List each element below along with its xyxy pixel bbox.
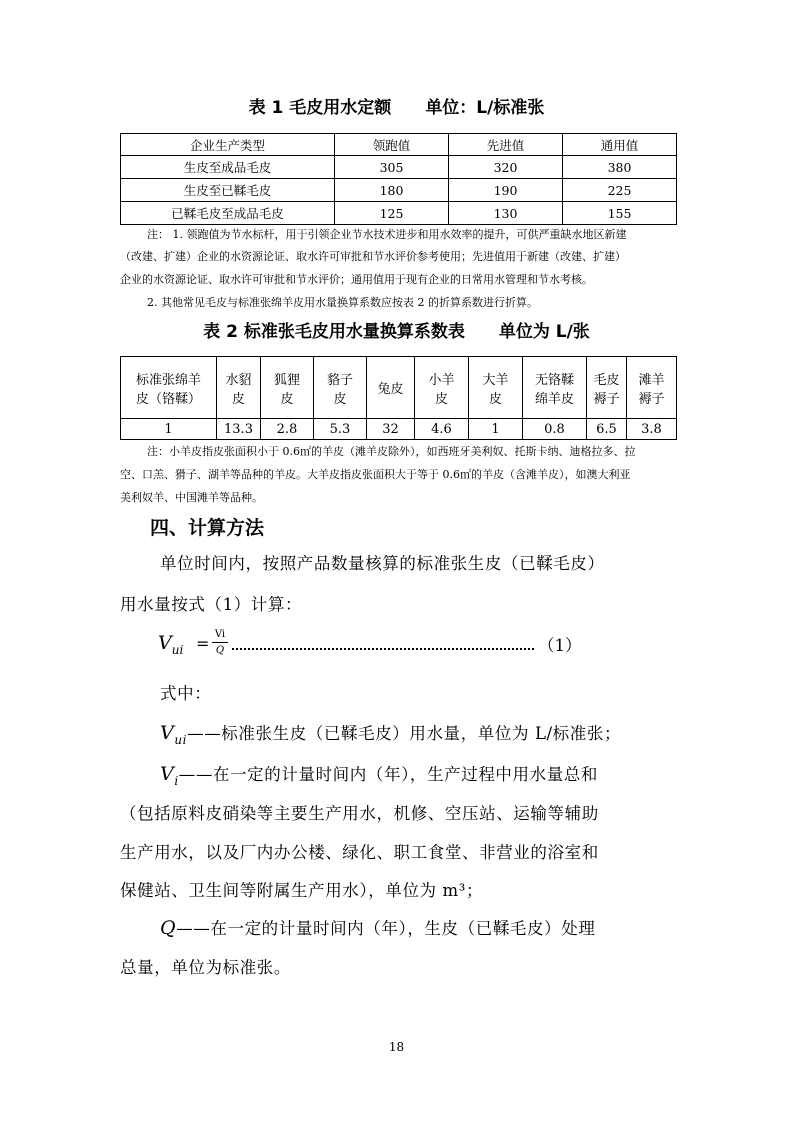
symbol-base: V xyxy=(160,722,175,744)
formula-number: （1） xyxy=(538,636,582,655)
table-cell: 4.6 xyxy=(415,419,469,440)
table2-header-cell xyxy=(217,357,261,419)
table-cell: 305 xyxy=(335,156,449,179)
table-cell: 生皮至已鞣毛皮 xyxy=(121,179,335,202)
table2-note-line: 空、口羔、猾子、湖羊等品种的羊皮。大羊皮指皮张面积大于等于 0.6㎡的羊皮（含滩羊皮），如澳大利亚 xyxy=(120,468,631,481)
section-heading: 四、计算方法 xyxy=(150,517,265,539)
table-cell: 生皮至成品毛皮 xyxy=(121,156,335,179)
table1-header-cell: 领跑值 xyxy=(335,134,449,156)
header-line: 褥子 xyxy=(638,391,665,407)
table-cell: 2.8 xyxy=(261,419,314,440)
paragraph-line: 用水量按式（1）计算： xyxy=(120,595,303,614)
header-line: 大羊 xyxy=(482,372,509,388)
header-line: 皮 xyxy=(488,391,502,407)
table1-title: 表 1 毛皮用水定额 xyxy=(248,98,392,118)
paragraph-line: 生产用水，以及厂内办公楼、绿化、职工食堂、非营业的浴室和 xyxy=(120,843,599,862)
formula-subscript: ui xyxy=(171,642,184,657)
definition-text: ——标准张生皮（已鞣毛皮）用水量，单位为 L/标准张； xyxy=(187,724,622,743)
table1-header-cell: 先进值 xyxy=(449,134,563,156)
header-line: 貉子 xyxy=(326,372,353,388)
table-cell: 180 xyxy=(335,179,449,202)
header-line: 小羊 xyxy=(428,372,455,388)
table-cell: 1 xyxy=(469,419,523,440)
definition-q xyxy=(160,915,595,942)
table-cell: 已鞣毛皮至成品毛皮 xyxy=(121,202,335,225)
header-line: 兔皮 xyxy=(377,382,404,397)
table1-note-line: 2. 其他常见毛皮与标准张绵羊皮用水量换算系数应按表 2 的折算系数进行折算。 xyxy=(147,296,538,309)
paragraph-line: 单位时间内，按照产品数量核算的标准张生皮（已鞣毛皮） xyxy=(160,554,605,573)
header-line: 皮 xyxy=(333,391,347,407)
table-cell: 13.3 xyxy=(217,419,261,440)
table2-header-row xyxy=(121,357,677,419)
table-cell: 380 xyxy=(563,156,677,179)
header-line: 皮 xyxy=(280,391,294,407)
table1-header-cell: 通用值 xyxy=(563,134,677,156)
formula-numerator: Vi xyxy=(212,628,228,643)
table-cell: 190 xyxy=(449,179,563,202)
paragraph-line: 保健站、卫生间等附属生产用水），单位为 m³； xyxy=(120,881,484,900)
table-cell: 6.5 xyxy=(587,419,627,440)
table2-unit: 单位为 L/张 xyxy=(498,322,590,342)
table2-title: 表 2 标准张毛皮用水量换算系数表 xyxy=(203,322,465,342)
formula-denominator: Q xyxy=(215,645,225,656)
symbol-base: V xyxy=(160,763,175,785)
formula-lhs xyxy=(158,632,183,657)
table2-header-cell xyxy=(627,357,677,419)
table-row xyxy=(121,156,677,179)
table-cell: 0.8 xyxy=(523,419,587,440)
table1-header-row xyxy=(121,134,677,156)
table-cell: 5.3 xyxy=(314,419,367,440)
symbol-vi xyxy=(160,763,179,788)
header-line: 无铬鞣 xyxy=(534,372,574,388)
table-cell: 130 xyxy=(449,202,563,225)
table-row xyxy=(121,179,677,202)
table-cell: 320 xyxy=(449,156,563,179)
table2-header-cell xyxy=(587,357,627,419)
header-line: 皮 xyxy=(231,391,245,407)
header-line: 皮（铬鞣） xyxy=(135,391,201,407)
table2-header-cell xyxy=(367,357,415,419)
definition-text: ——在一定的计量时间内（年），生产过程中用水量总和 xyxy=(178,765,599,784)
page-number: 18 xyxy=(388,1040,405,1054)
table-cell: 1 xyxy=(121,419,217,440)
table1 xyxy=(120,133,677,225)
table-row xyxy=(121,419,677,440)
symbol-subscript: i xyxy=(174,773,179,788)
symbol-subscript: ui xyxy=(174,732,188,747)
table2 xyxy=(120,356,677,440)
table1-caption xyxy=(0,97,793,119)
header-line: 标准张绵羊 xyxy=(135,372,201,388)
header-line: 水貂 xyxy=(225,372,252,388)
table-cell: 32 xyxy=(367,419,415,440)
header-line: 狐狸 xyxy=(273,372,300,388)
header-line: 滩羊 xyxy=(638,372,665,388)
paragraph-line: 总量，单位为标准张。 xyxy=(120,958,291,977)
symbol-vui xyxy=(160,722,188,747)
table-row xyxy=(121,202,677,225)
formula xyxy=(158,626,598,666)
header-line: 皮 xyxy=(434,391,448,407)
table2-note-line: 美利奴羊、中国滩羊等品种。 xyxy=(120,491,263,504)
definition-vui xyxy=(160,720,621,753)
table-cell: 125 xyxy=(335,202,449,225)
header-line: 绵羊皮 xyxy=(534,391,574,407)
formula-leader-dots xyxy=(232,634,534,650)
header-line: 毛皮 xyxy=(593,372,620,388)
table2-header-cell xyxy=(314,357,367,419)
formula-fraction xyxy=(212,628,228,659)
definition-vi xyxy=(160,761,598,794)
table-cell: 3.8 xyxy=(627,419,677,440)
paragraph-line: （包括原料皮硝染等主要生产用水，机修、空压站、运输等辅助 xyxy=(120,804,599,823)
table2-header-cell xyxy=(121,357,217,419)
table1-header-cell: 企业生产类型 xyxy=(121,134,335,156)
formula-symbol: V xyxy=(158,632,172,654)
table1-unit: 单位：L/标准张 xyxy=(425,98,545,118)
where-label: 式中： xyxy=(160,684,212,703)
table2-header-cell xyxy=(469,357,523,419)
table1-note-line: 注： 1. 领跑值为节水标杆，用于引领企业节水技术进步和用水效率的提升，可供严重缺水地区新建 xyxy=(147,228,627,241)
symbol-q: Q xyxy=(160,917,177,939)
table1-note-line: （改建、扩建）企业的水资源论证、取水许可审批和节水评价参考使用；先进值用于新建（改建、扩建） xyxy=(120,250,626,263)
header-line: 褥子 xyxy=(593,391,620,407)
table2-header-cell xyxy=(261,357,314,419)
table2-header-cell xyxy=(415,357,469,419)
table2-header-cell xyxy=(523,357,587,419)
table1-note-line: 企业的水资源论证、取水许可审批和节水评价；通用值用于现有企业的日常用水管理和节水考核。 xyxy=(120,273,593,286)
table-cell: 225 xyxy=(563,179,677,202)
table2-caption xyxy=(0,321,793,343)
table-cell: 155 xyxy=(563,202,677,225)
formula-equals: = xyxy=(196,634,210,653)
definition-text: ——在一定的计量时间内（年），生皮（已鞣毛皮）处理 xyxy=(176,919,596,938)
table2-note-line: 注：小羊皮指皮张面积小于 0.6㎡的羊皮（滩羊皮除外），如西班牙美利奴、托斯卡纳、迪格拉多、拉 xyxy=(147,445,636,458)
